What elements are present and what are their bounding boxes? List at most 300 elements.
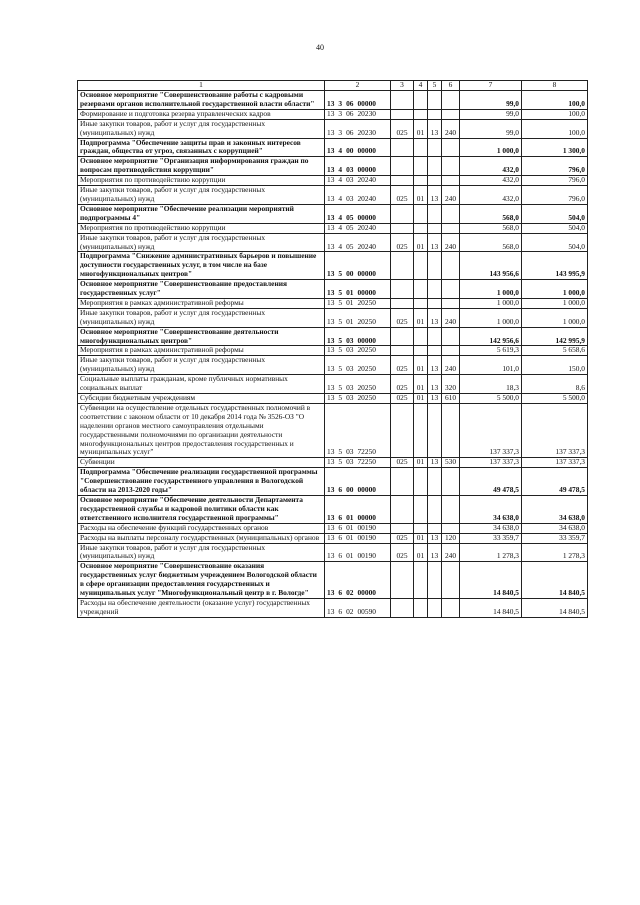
code-program: 13: [327, 165, 335, 175]
row-expense-type: [442, 109, 460, 119]
row-subsection-code: 13: [428, 186, 442, 205]
code-subprogram: 6: [338, 485, 343, 495]
row-expense-type: [442, 346, 460, 356]
row-amount-year2: 143 995,9: [522, 252, 588, 280]
row-amount-year1: 49 478,5: [460, 468, 522, 496]
code-program: 13: [327, 241, 335, 251]
code-subprogram: 3: [338, 98, 343, 108]
row-amount-year1: 33 359,7: [460, 533, 522, 543]
row-amount-year1: 568,0: [460, 233, 522, 252]
target-code-parts: [327, 448, 388, 457]
code-subprogram: 6: [338, 606, 343, 616]
code-program: 13: [327, 457, 335, 467]
code-measure: 06: [346, 127, 354, 137]
row-name: Основное мероприятие "Организация информирования граждан по вопросам противодействия коррупции": [78, 157, 325, 176]
code-subprogram: 4: [338, 175, 343, 185]
target-code-parts: [327, 195, 388, 204]
row-subsection-code: 13: [428, 533, 442, 543]
row-amount-year1: 143 956,6: [460, 252, 522, 280]
header-col-5: 5: [428, 81, 442, 91]
row-expense-type: [442, 523, 460, 533]
table-row: [78, 394, 588, 404]
code-program: 13: [327, 606, 335, 616]
row-amount-year1: 1 278,3: [460, 543, 522, 562]
row-expense-type: [442, 298, 460, 308]
code-measure: 03: [346, 383, 354, 393]
code-program: 13: [327, 364, 335, 374]
row-amount-year1: 137 337,3: [460, 458, 522, 468]
row-expense-type: 240: [442, 308, 460, 327]
target-code-parts: [327, 243, 388, 252]
row-section-code: [414, 346, 428, 356]
row-expense-type: 530: [442, 458, 460, 468]
code-measure: 03: [346, 393, 354, 402]
code-program: 13: [327, 298, 335, 307]
table-row: [78, 356, 588, 375]
row-section-code: [414, 562, 428, 599]
code-program: 13: [327, 146, 335, 156]
code-subprogram: 5: [338, 316, 343, 326]
row-name: Мероприятия по противодействию коррупции: [78, 176, 325, 186]
row-amount-year2: 14 840,5: [522, 562, 588, 599]
code-direction: 20250: [357, 345, 376, 355]
row-section-code: 01: [414, 233, 428, 252]
row-subsection-code: [428, 598, 442, 617]
target-code-parts: [327, 318, 388, 327]
row-amount-year1: 432,0: [460, 186, 522, 205]
table-row: [78, 598, 588, 617]
code-direction: 00000: [357, 485, 376, 495]
row-expense-type: 240: [442, 356, 460, 375]
row-subsection-code: [428, 327, 442, 346]
row-amount-year1: 1 000,0: [460, 308, 522, 327]
row-amount-year1: 99,0: [460, 91, 522, 110]
code-program: 13: [327, 588, 335, 598]
code-direction: 20240: [357, 193, 376, 203]
code-subprogram: 5: [338, 364, 343, 374]
row-name: Иные закупки товаров, работ и услуг для государственных (муниципальных) нужд: [78, 186, 325, 205]
row-section-code: [414, 598, 428, 617]
row-amount-year1: 5 500,0: [460, 394, 522, 404]
row-name: Иные закупки товаров, работ и услуг для государственных (муниципальных) нужд: [78, 356, 325, 375]
code-measure: 01: [346, 512, 354, 522]
row-section-code: [414, 176, 428, 186]
code-program: 13: [327, 551, 335, 561]
target-code-parts: [327, 486, 388, 495]
code-direction: 72250: [357, 447, 376, 457]
target-code-parts: [327, 346, 388, 355]
target-code-parts: [327, 176, 388, 185]
row-section-code: 01: [414, 543, 428, 562]
row-expense-type: [442, 223, 460, 233]
code-direction: 00000: [357, 512, 376, 522]
row-subsection-code: [428, 138, 442, 157]
row-expense-type: [442, 252, 460, 280]
code-program: 13: [327, 109, 335, 118]
code-direction: 72250: [357, 457, 376, 467]
row-section-code: [414, 495, 428, 523]
code-direction: 20250: [357, 383, 376, 393]
row-target-code: [325, 468, 391, 496]
code-direction: 00000: [357, 165, 376, 175]
row-amount-year2: 142 995,9: [522, 327, 588, 346]
code-program: 13: [327, 288, 335, 298]
table-row: [78, 533, 588, 543]
row-section-code: [414, 223, 428, 233]
code-subprogram: 5: [338, 457, 343, 467]
row-amount-year1: 1 000,0: [460, 138, 522, 157]
code-measure: 01: [346, 533, 354, 542]
code-program: 13: [327, 175, 335, 185]
row-subsection-code: [428, 403, 442, 457]
row-expense-type: [442, 176, 460, 186]
code-subprogram: 5: [338, 269, 343, 279]
row-amount-year1: 14 840,5: [460, 562, 522, 599]
code-subprogram: 6: [338, 551, 343, 561]
row-target-code: [325, 176, 391, 186]
table-row: [78, 138, 588, 157]
row-subsection-code: 13: [428, 233, 442, 252]
row-section-code: 01: [414, 375, 428, 394]
row-target-code: [325, 375, 391, 394]
table-row: [78, 119, 588, 138]
code-measure: 05: [346, 212, 354, 222]
code-direction: 20230: [357, 127, 376, 137]
table-row: [78, 495, 588, 523]
row-amount-year1: 137 337,3: [460, 403, 522, 457]
code-direction: 00000: [357, 269, 376, 279]
code-direction: 00000: [357, 288, 376, 298]
row-subsection-code: [428, 91, 442, 110]
code-measure: 03: [346, 175, 354, 185]
row-ministry-code: 025: [391, 308, 414, 327]
row-name: Подпрограмма "Обеспечение реализации государственной программы "Совершенствование государственного управления в Вологодской области на 2013-2020 годы": [78, 468, 325, 496]
row-amount-year2: 504,0: [522, 223, 588, 233]
row-ministry-code: [391, 468, 414, 496]
target-code-parts: [327, 270, 388, 279]
code-subprogram: 4: [338, 223, 343, 232]
row-ministry-code: 025: [391, 233, 414, 252]
row-ministry-code: 025: [391, 458, 414, 468]
row-ministry-code: [391, 109, 414, 119]
code-direction: 00190: [357, 533, 376, 542]
table-row: [78, 403, 588, 457]
header-col-8: 8: [522, 81, 588, 91]
row-target-code: [325, 204, 391, 223]
code-program: 13: [327, 316, 335, 326]
row-expense-type: 120: [442, 533, 460, 543]
code-direction: 00590: [357, 606, 376, 616]
row-ministry-code: [391, 204, 414, 223]
row-name: Мероприятия в рамках административной реформы: [78, 298, 325, 308]
code-measure: 02: [346, 606, 354, 616]
target-code-parts: [327, 524, 388, 533]
row-amount-year2: 34 638,0: [522, 523, 588, 533]
row-name: Основное мероприятие "Совершенствование работы с кадровыми резервами органов исполнительной государственной власти области": [78, 91, 325, 110]
row-ministry-code: [391, 495, 414, 523]
row-amount-year2: 796,0: [522, 176, 588, 186]
table-row: [78, 308, 588, 327]
code-direction: 00000: [357, 146, 376, 156]
row-subsection-code: [428, 298, 442, 308]
code-program: 13: [327, 98, 335, 108]
row-amount-year2: 1 000,0: [522, 298, 588, 308]
row-section-code: [414, 91, 428, 110]
target-code-parts: [327, 608, 388, 617]
row-ministry-code: [391, 298, 414, 308]
row-subsection-code: 13: [428, 356, 442, 375]
row-name: Формирование и подготовка резерва управленческих кадров: [78, 109, 325, 119]
row-section-code: 01: [414, 394, 428, 404]
row-target-code: [325, 523, 391, 533]
row-name: Иные закупки товаров, работ и услуг для государственных (муниципальных) нужд: [78, 308, 325, 327]
row-target-code: [325, 223, 391, 233]
row-name: Расходы на выплаты персоналу государственных (муниципальных) органов: [78, 533, 325, 543]
table-row: [78, 523, 588, 533]
row-amount-year2: 1 278,3: [522, 543, 588, 562]
row-target-code: [325, 458, 391, 468]
row-target-code: [325, 252, 391, 280]
row-subsection-code: [428, 468, 442, 496]
table-header-row: [78, 81, 588, 91]
table-row: [78, 157, 588, 176]
code-measure: 01: [346, 523, 354, 532]
row-target-code: [325, 394, 391, 404]
header-col-3: 3: [391, 81, 414, 91]
row-amount-year2: 796,0: [522, 186, 588, 205]
code-measure: 02: [346, 588, 354, 598]
row-amount-year2: 100,0: [522, 109, 588, 119]
row-ministry-code: [391, 523, 414, 533]
table-row: [78, 109, 588, 119]
row-section-code: [414, 204, 428, 223]
row-section-code: 01: [414, 533, 428, 543]
row-target-code: [325, 562, 391, 599]
code-program: 13: [327, 512, 335, 522]
row-name: Субвенции на осуществление отдельных государственных полномочий в соответствии с законом области от 10 декабря 2014 года № 3526-ОЗ "О наделении органов местного самоуправления отдельными государственными полномочиями по организации деятельности многофункциональных центров предоставления государственных и муниципальных услуг": [78, 403, 325, 457]
row-target-code: [325, 495, 391, 523]
row-amount-year1: 432,0: [460, 176, 522, 186]
code-measure: 03: [346, 447, 354, 457]
row-ministry-code: 025: [391, 543, 414, 562]
row-ministry-code: 025: [391, 119, 414, 138]
row-amount-year2: 34 638,0: [522, 495, 588, 523]
code-subprogram: 5: [338, 298, 343, 307]
row-amount-year2: 504,0: [522, 233, 588, 252]
code-measure: 01: [346, 551, 354, 561]
target-code-parts: [327, 589, 388, 598]
code-subprogram: 5: [338, 288, 343, 298]
code-program: 13: [327, 523, 335, 532]
row-target-code: [325, 109, 391, 119]
row-amount-year2: 137 337,3: [522, 403, 588, 457]
code-program: 13: [327, 393, 335, 402]
row-subsection-code: [428, 223, 442, 233]
target-code-parts: [327, 224, 388, 233]
row-target-code: [325, 186, 391, 205]
row-target-code: [325, 280, 391, 299]
code-direction: 20240: [357, 241, 376, 251]
row-name: Субвенции: [78, 458, 325, 468]
row-section-code: [414, 138, 428, 157]
row-amount-year1: 34 638,0: [460, 523, 522, 533]
row-expense-type: [442, 280, 460, 299]
row-expense-type: [442, 403, 460, 457]
row-subsection-code: [428, 495, 442, 523]
row-subsection-code: 13: [428, 543, 442, 562]
row-amount-year2: 5 500,0: [522, 394, 588, 404]
row-expense-type: [442, 157, 460, 176]
row-target-code: [325, 298, 391, 308]
row-target-code: [325, 356, 391, 375]
target-code-parts: [327, 129, 388, 138]
row-amount-year2: 14 840,5: [522, 598, 588, 617]
code-measure: 06: [346, 98, 354, 108]
code-subprogram: 5: [338, 383, 343, 393]
code-subprogram: 4: [338, 165, 343, 175]
code-program: 13: [327, 127, 335, 137]
code-subprogram: 6: [338, 533, 343, 542]
code-measure: 00: [346, 269, 354, 279]
row-ministry-code: [391, 252, 414, 280]
code-measure: 01: [346, 316, 354, 326]
table-row: [78, 252, 588, 280]
row-subsection-code: [428, 252, 442, 280]
code-program: 13: [327, 212, 335, 222]
target-code-parts: [327, 337, 388, 346]
code-program: 13: [327, 335, 335, 345]
code-direction: 00190: [357, 551, 376, 561]
row-amount-year1: 99,0: [460, 119, 522, 138]
row-ministry-code: [391, 223, 414, 233]
row-ministry-code: [391, 138, 414, 157]
row-name: Иные закупки товаров, работ и услуг для государственных (муниципальных) нужд: [78, 543, 325, 562]
row-expense-type: [442, 327, 460, 346]
code-direction: 00000: [357, 212, 376, 222]
table-row: [78, 375, 588, 394]
target-code-parts: [327, 552, 388, 561]
code-measure: 03: [346, 335, 354, 345]
code-subprogram: 5: [338, 393, 343, 402]
row-section-code: [414, 280, 428, 299]
code-subprogram: 6: [338, 512, 343, 522]
row-name: Иные закупки товаров, работ и услуг для государственных (муниципальных) нужд: [78, 233, 325, 252]
row-amount-year1: 142 956,6: [460, 327, 522, 346]
row-ministry-code: [391, 91, 414, 110]
table-row: [78, 176, 588, 186]
header-col-1: 1: [78, 81, 325, 91]
row-name: Иные закупки товаров, работ и услуг для государственных (муниципальных) нужд: [78, 119, 325, 138]
row-amount-year2: 5 658,6: [522, 346, 588, 356]
row-expense-type: [442, 138, 460, 157]
row-target-code: [325, 533, 391, 543]
row-ministry-code: [391, 598, 414, 617]
row-amount-year2: 1 000,0: [522, 308, 588, 327]
row-amount-year1: 568,0: [460, 204, 522, 223]
row-target-code: [325, 543, 391, 562]
row-ministry-code: [391, 157, 414, 176]
row-name: Мероприятия по противодействию коррупции: [78, 223, 325, 233]
table-row: [78, 327, 588, 346]
target-code-parts: [327, 166, 388, 175]
code-program: 13: [327, 345, 335, 355]
target-code-parts: [327, 384, 388, 393]
budget-table: [77, 80, 588, 618]
row-expense-type: [442, 562, 460, 599]
row-amount-year1: 18,3: [460, 375, 522, 394]
code-measure: 03: [346, 193, 354, 203]
target-code-parts: [327, 394, 388, 403]
row-amount-year1: 432,0: [460, 157, 522, 176]
row-expense-type: 240: [442, 119, 460, 138]
code-direction: 00000: [357, 335, 376, 345]
code-direction: 00190: [357, 523, 376, 532]
row-amount-year1: 1 000,0: [460, 280, 522, 299]
code-subprogram: 3: [338, 127, 343, 137]
row-ministry-code: 025: [391, 533, 414, 543]
row-target-code: [325, 138, 391, 157]
code-measure: 01: [346, 298, 354, 307]
code-program: 13: [327, 447, 335, 457]
row-amount-year2: 100,0: [522, 119, 588, 138]
row-amount-year2: 150,0: [522, 356, 588, 375]
row-expense-type: 610: [442, 394, 460, 404]
row-name: Расходы на обеспечение деятельности (оказание услуг) государственных учреждений: [78, 598, 325, 617]
row-amount-year2: 8,6: [522, 375, 588, 394]
row-subsection-code: [428, 562, 442, 599]
header-col-7: 7: [460, 81, 522, 91]
row-amount-year1: 99,0: [460, 109, 522, 119]
code-measure: 00: [346, 485, 354, 495]
target-code-parts: [327, 458, 388, 467]
row-amount-year2: 100,0: [522, 91, 588, 110]
target-code-parts: [327, 534, 388, 543]
row-name: Основное мероприятие "Совершенствование деятельности многофункциональных центров": [78, 327, 325, 346]
code-program: 13: [327, 533, 335, 542]
code-program: 13: [327, 223, 335, 232]
code-subprogram: 5: [338, 345, 343, 355]
header-col-2: 2: [325, 81, 391, 91]
row-expense-type: [442, 598, 460, 617]
page-number: 40: [316, 43, 324, 52]
row-name: Социальные выплаты гражданам, кроме публичных нормативных социальных выплат: [78, 375, 325, 394]
row-name: Расходы на обеспечение функций государственных органов: [78, 523, 325, 533]
row-section-code: [414, 252, 428, 280]
row-ministry-code: [391, 562, 414, 599]
code-direction: 20250: [357, 298, 376, 307]
code-measure: 03: [346, 345, 354, 355]
row-amount-year2: 49 478,5: [522, 468, 588, 496]
row-section-code: [414, 157, 428, 176]
row-section-code: 01: [414, 119, 428, 138]
code-direction: 20230: [357, 109, 376, 118]
code-program: 13: [327, 193, 335, 203]
row-target-code: [325, 598, 391, 617]
row-name: Подпрограмма "Снижение административных барьеров и повышение доступности государственных услуг, в том числе на базе многофункциональных центров": [78, 252, 325, 280]
row-target-code: [325, 119, 391, 138]
row-subsection-code: 13: [428, 119, 442, 138]
table-row: [78, 204, 588, 223]
row-subsection-code: [428, 523, 442, 533]
table-row: [78, 562, 588, 599]
code-subprogram: 4: [338, 241, 343, 251]
row-name: Субсидии бюджетным учреждениям: [78, 394, 325, 404]
target-code-parts: [327, 214, 388, 223]
row-target-code: [325, 308, 391, 327]
code-subprogram: 3: [338, 109, 343, 118]
row-expense-type: [442, 204, 460, 223]
row-ministry-code: 025: [391, 356, 414, 375]
